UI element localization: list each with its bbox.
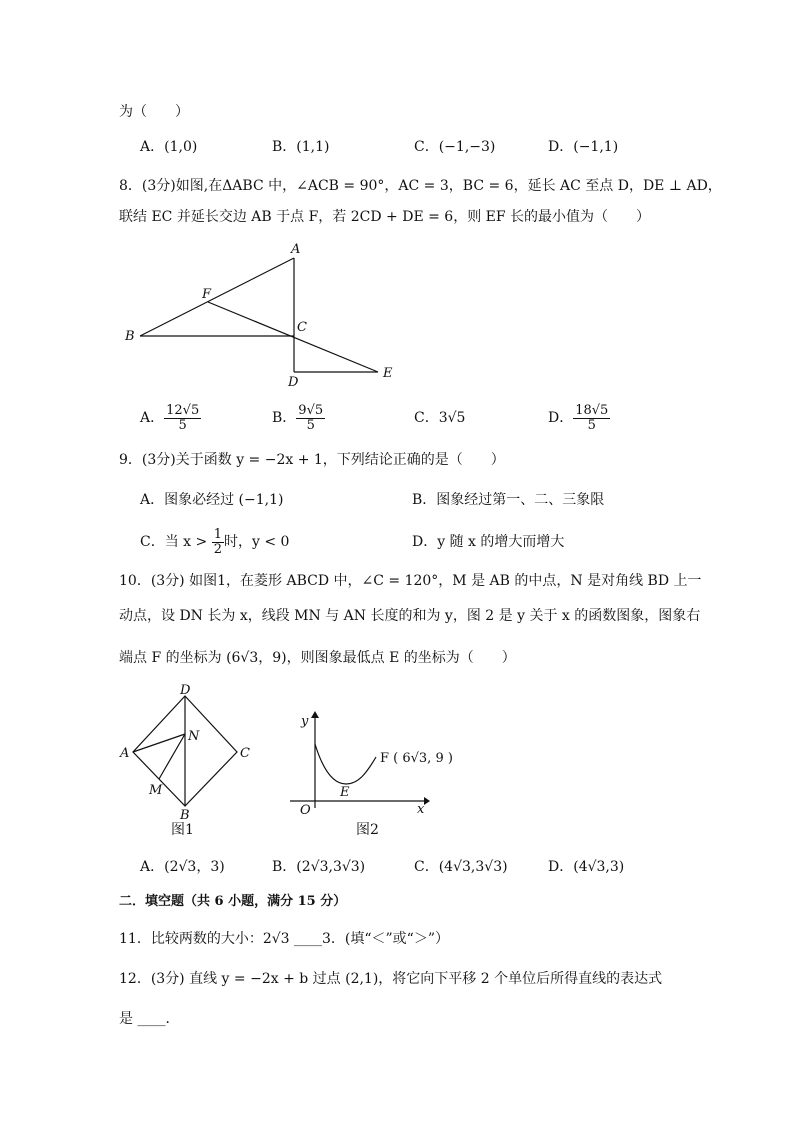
label-c: C — [240, 746, 250, 761]
option-value: (1,0) — [164, 139, 198, 155]
option-label: D． — [548, 410, 574, 426]
option-value: (−1,1) — [573, 139, 619, 155]
fraction-denominator: 5 — [178, 417, 187, 433]
segment-mn — [159, 734, 185, 779]
q8-option-c[interactable] — [414, 408, 465, 428]
q7-option-c[interactable] — [414, 137, 495, 157]
q10-option-d[interactable] — [548, 857, 624, 877]
segment-ba — [140, 258, 294, 336]
option-label: A． — [140, 139, 165, 155]
label-e: E — [383, 366, 393, 381]
option-label: B． — [272, 139, 297, 155]
label-x: x — [417, 802, 425, 817]
q7-option-b[interactable] — [272, 137, 330, 157]
q9-option-c[interactable] — [140, 526, 289, 558]
fraction-numerator: 12√5 — [166, 402, 200, 418]
option-label: B． — [272, 410, 297, 426]
label-e: E — [340, 785, 350, 800]
q8-triangle-figure — [120, 238, 410, 390]
option-label: C． — [414, 139, 439, 155]
figure1-caption: 图1 — [171, 822, 194, 838]
q9-stem: 9．(3分)关于函数 y = −2x + 1，下列结论正确的是（ ） — [119, 452, 505, 468]
option-label: C． — [414, 859, 439, 875]
q7-stem-tail: 为（ ） — [119, 104, 189, 120]
q7-option-a[interactable] — [140, 137, 197, 157]
q8-option-b[interactable] — [272, 402, 325, 434]
option-label: A． — [140, 410, 165, 426]
option-fraction — [573, 404, 610, 433]
label-d: D — [180, 683, 191, 698]
segment-fe — [208, 302, 378, 372]
option-fraction — [296, 404, 325, 433]
fraction-numerator: 9√5 — [298, 402, 324, 418]
option-value: (4√3,3) — [573, 859, 625, 875]
label-o: O — [300, 803, 311, 818]
label-a: A — [120, 746, 130, 761]
q8-stem-line1: 8．(3分)如图,在ΔABC 中，∠ACB = 90°，AC = 3，BC = 6，延长 AC 至点 D，DE ⊥ AD， — [119, 178, 722, 194]
option-value: 3√5 — [438, 410, 466, 426]
option-fraction — [212, 528, 224, 557]
label-a: A — [291, 242, 301, 257]
q9-option-a[interactable]: A．图象必经过 (−1,1) — [140, 492, 284, 508]
q7-option-d[interactable] — [548, 137, 618, 157]
figure2-caption: 图2 — [356, 822, 379, 838]
fraction-denominator: 5 — [587, 417, 596, 433]
q8-option-d[interactable] — [548, 402, 610, 434]
x-axis-arrow — [424, 797, 430, 805]
option-label: D． — [548, 859, 574, 875]
option-text-pre: C．当 x > — [140, 534, 208, 550]
label-m: M — [149, 783, 163, 798]
label-d: D — [288, 375, 299, 390]
option-label: B． — [272, 859, 297, 875]
q10-rhombus-figure — [115, 682, 265, 842]
q10-option-a[interactable] — [140, 857, 225, 877]
q10-option-b[interactable] — [272, 857, 365, 877]
fraction-denominator: 2 — [213, 541, 222, 557]
option-value: (4√3,3√3) — [438, 859, 508, 875]
q12-stem-line1: 12．(3分) 直线 y = −2x + b 过点 (2,1)，将它向下平移 2 个单位后所得直线的表达式 — [119, 971, 663, 987]
label-b: B — [125, 329, 135, 344]
option-value: (−1,−3) — [438, 139, 496, 155]
fraction-numerator: 18√5 — [575, 402, 609, 418]
fraction-numerator: 1 — [213, 526, 222, 542]
section-title: 二．填空题（共 6 小题，满分 15 分） — [119, 894, 347, 909]
option-value: (1,1) — [296, 139, 330, 155]
q10-stem-line3: 端点 F 的坐标为 (6√3，9)，则图象最低点 E 的坐标为（ ） — [119, 650, 516, 666]
label-f-point: F ( 6√3, 9 ) — [380, 751, 453, 766]
q8-stem-line2: 联结 EC 并延长交边 AB 于点 F，若 2CD + DE = 6，则 EF 长的最小值为（ ） — [119, 209, 651, 225]
option-label: D． — [548, 139, 574, 155]
label-n: N — [188, 729, 200, 744]
q9-option-b[interactable]: B．图象经过第一、二、三象限 — [412, 492, 605, 508]
q9-option-d[interactable]: D．y 随 x 的增大而增大 — [412, 534, 565, 550]
q12-stem-line2: 是 ____． — [119, 1011, 180, 1027]
q8-option-a[interactable] — [140, 402, 201, 434]
function-curve — [315, 744, 376, 784]
y-axis-arrow — [311, 711, 319, 718]
label-y: y — [301, 714, 309, 729]
label-c: C — [297, 320, 307, 335]
q10-stem-line1: 10．(3分) 如图1，在菱形 ABCD 中，∠C = 120°，M 是 AB 的中点，N 是对角线 BD 上一 — [119, 573, 702, 589]
option-label: C． — [414, 410, 439, 426]
q10-stem-line2: 动点，设 DN 长为 x，线段 MN 与 AN 长度的和为 y，图 2 是 y 关于 x 的函数图象，图象右 — [119, 608, 701, 624]
label-f: F — [202, 287, 212, 302]
q10-graph-figure — [288, 708, 458, 840]
option-fraction — [164, 404, 201, 433]
option-value: (2√3，3) — [164, 859, 225, 875]
label-b: B — [180, 808, 190, 823]
q10-option-c[interactable] — [414, 857, 508, 877]
option-value: (2√3,3√3) — [296, 859, 366, 875]
option-text-post: 时，y < 0 — [223, 534, 290, 550]
option-label: A． — [140, 859, 165, 875]
fraction-denominator: 5 — [306, 417, 315, 433]
q11-stem: 11．比较两数的大小：2√3 ____3．(填“＜”或“＞”） — [119, 931, 449, 947]
